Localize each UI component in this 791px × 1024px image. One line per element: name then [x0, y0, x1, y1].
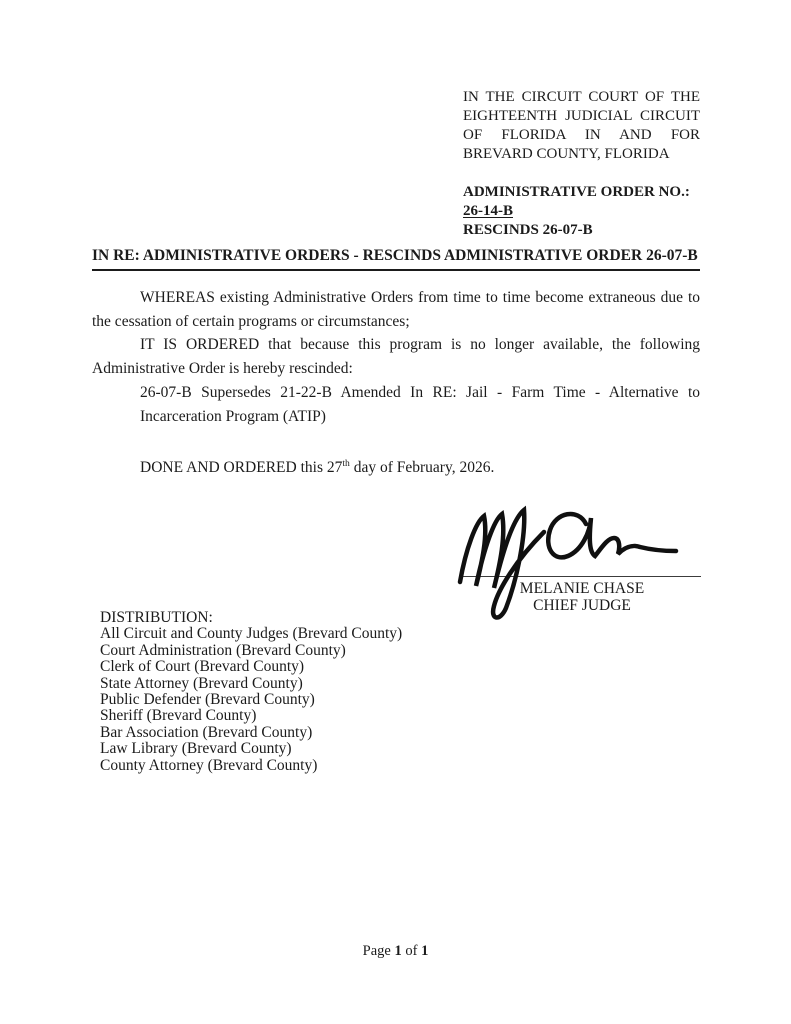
distribution-item: All Circuit and County Judges (Brevard County) — [100, 625, 403, 643]
distribution-item: Clerk of Court (Brevard County) — [100, 658, 305, 676]
page-number-footer — [0, 943, 791, 960]
done-line-suffix: day of February, 2026. — [349, 459, 495, 476]
distribution-item: Public Defender (Brevard County) — [100, 691, 315, 709]
ordinal-superscript: th — [342, 457, 350, 469]
distribution-item: County Attorney (Brevard County) — [100, 756, 318, 774]
court-caption-line: EIGHTEENTH JUDICIAL CIRCUIT — [463, 108, 700, 124]
order-number-label: ADMINISTRATIVE ORDER NO.: — [463, 184, 690, 200]
distribution-item: Court Administration (Brevard County) — [100, 641, 346, 659]
distribution-item: Law Library (Brevard County) — [100, 740, 292, 758]
subject-line: IN RE: ADMINISTRATIVE ORDERS - RESCINDS ADMINISTRATIVE ORDER 26-07-B — [92, 246, 700, 271]
footer-total-pages: 1 — [421, 943, 429, 959]
court-caption-line: OF FLORIDA IN AND FOR — [463, 127, 700, 143]
distribution-item: Bar Association (Brevard County) — [100, 723, 313, 741]
court-caption — [463, 88, 700, 240]
distribution-item: Sheriff (Brevard County) — [100, 707, 257, 725]
order-body — [92, 246, 700, 495]
footer-word-of: of — [401, 943, 422, 959]
done-and-ordered-line — [92, 456, 700, 480]
court-caption-line: BREVARD COUNTY, FLORIDA — [463, 146, 670, 162]
order-number-value: 26-14-B — [463, 203, 513, 219]
distribution-heading: DISTRIBUTION: — [100, 609, 213, 626]
distribution-item: State Attorney (Brevard County) — [100, 674, 303, 692]
distribution-list — [100, 610, 402, 774]
judge-signature-scrawl-icon — [450, 490, 680, 626]
whereas-paragraph: WHEREAS existing Administrative Orders from time to time become extraneous due to the cessation of certain programs or circumstances; — [92, 289, 700, 330]
footer-page-number: 1 — [394, 943, 402, 959]
ordered-paragraph: IT IS ORDERED that because this program is no longer available, the following Administrative Order is hereby rescinded: — [92, 336, 700, 377]
footer-word-page: Page — [362, 943, 395, 959]
order-number-block — [463, 183, 700, 240]
judge-name: MELANIE CHASE — [519, 580, 645, 597]
rescinded-order-item: 26-07-B Supersedes 21-22-B Amended In RE: Jail - Farm Time - Alternative to Incarceration Program (ATIP) — [140, 384, 700, 425]
court-caption-line: IN THE CIRCUIT COURT OF THE — [463, 89, 700, 105]
done-line-prefix: DONE AND ORDERED this 27 — [140, 459, 343, 476]
judge-title: CHIEF JUDGE — [533, 597, 631, 614]
order-rescinds-line: RESCINDS 26-07-B — [463, 222, 593, 238]
